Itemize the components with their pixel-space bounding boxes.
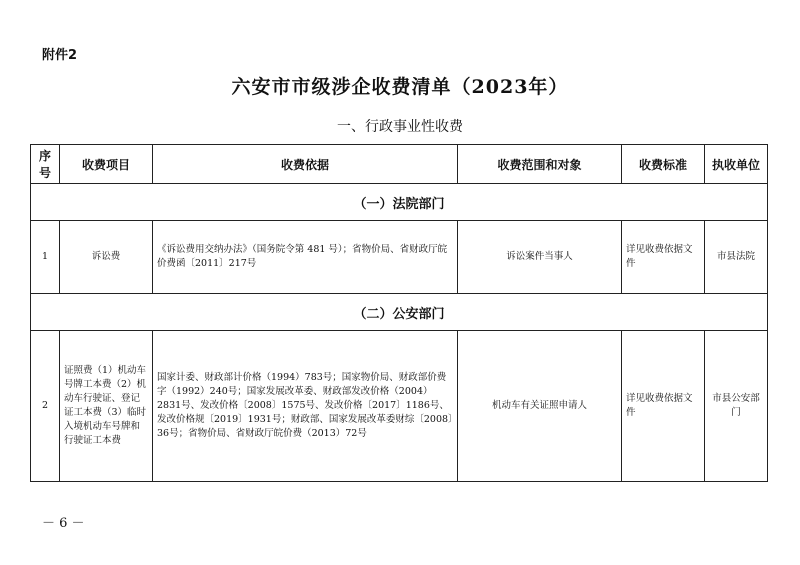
- section-row-court: [31, 184, 768, 221]
- col-header-basis: 收费依据: [153, 145, 458, 184]
- page-title: 六安市市级涉企收费清单（2023年）: [231, 76, 569, 98]
- cell-no: 2: [31, 331, 60, 482]
- cell-item: 诉讼费: [60, 221, 153, 294]
- cell-standard: 详见收费依据文件: [622, 331, 705, 482]
- cell-unit: 市县法院: [705, 221, 768, 294]
- col-header-unit: 执收单位: [705, 145, 768, 184]
- cell-no: 1: [31, 221, 60, 294]
- cell-basis: 国家计委、财政部计价格（1994）783号；国家物价局、财政部价费字（1992）240号；国家发展改革委、财政部发改价格（2004）2831号、发改价格〔2008〕1575号、发改价格〔2017〕1186号、发改价格规〔2019〕1931号；财政部、国家发展改革委财综〔2008〕36号；省物价局、省财政厅皖价费（2013）72号: [153, 331, 458, 482]
- cell-unit: 市县公安部门: [705, 331, 768, 482]
- page-number: － 6 －: [42, 516, 85, 531]
- col-header-item: 收费项目: [60, 145, 153, 184]
- cell-basis: 《诉讼费用交纳办法》（国务院令第 481 号）；省物价局、省财政厅皖价费函〔2011〕217号: [153, 221, 458, 294]
- cell-item: 证照费（1）机动车号牌工本费（2）机动车行驶证、登记证工本费（3）临时入境机动车号牌和行驶证工本费: [60, 331, 153, 482]
- section-title: （二）公安部门: [31, 294, 768, 331]
- col-header-no: 序号: [31, 145, 60, 184]
- cell-standard: 详见收费依据文件: [622, 221, 705, 294]
- col-header-standard: 收费标准: [622, 145, 705, 184]
- cell-scope: 诉讼案件当事人: [458, 221, 622, 294]
- table-header-row: [31, 145, 768, 184]
- fee-table: [30, 144, 768, 482]
- section-subtitle: 一、行政事业性收费: [337, 119, 463, 135]
- cell-scope: 机动车有关证照申请人: [458, 331, 622, 482]
- section-title: （一）法院部门: [31, 184, 768, 221]
- col-header-scope: 收费范围和对象: [458, 145, 622, 184]
- section-row-police: [31, 294, 768, 331]
- attachment-label: 附件2: [42, 48, 78, 63]
- table-row: [31, 331, 768, 482]
- table-row: [31, 221, 768, 294]
